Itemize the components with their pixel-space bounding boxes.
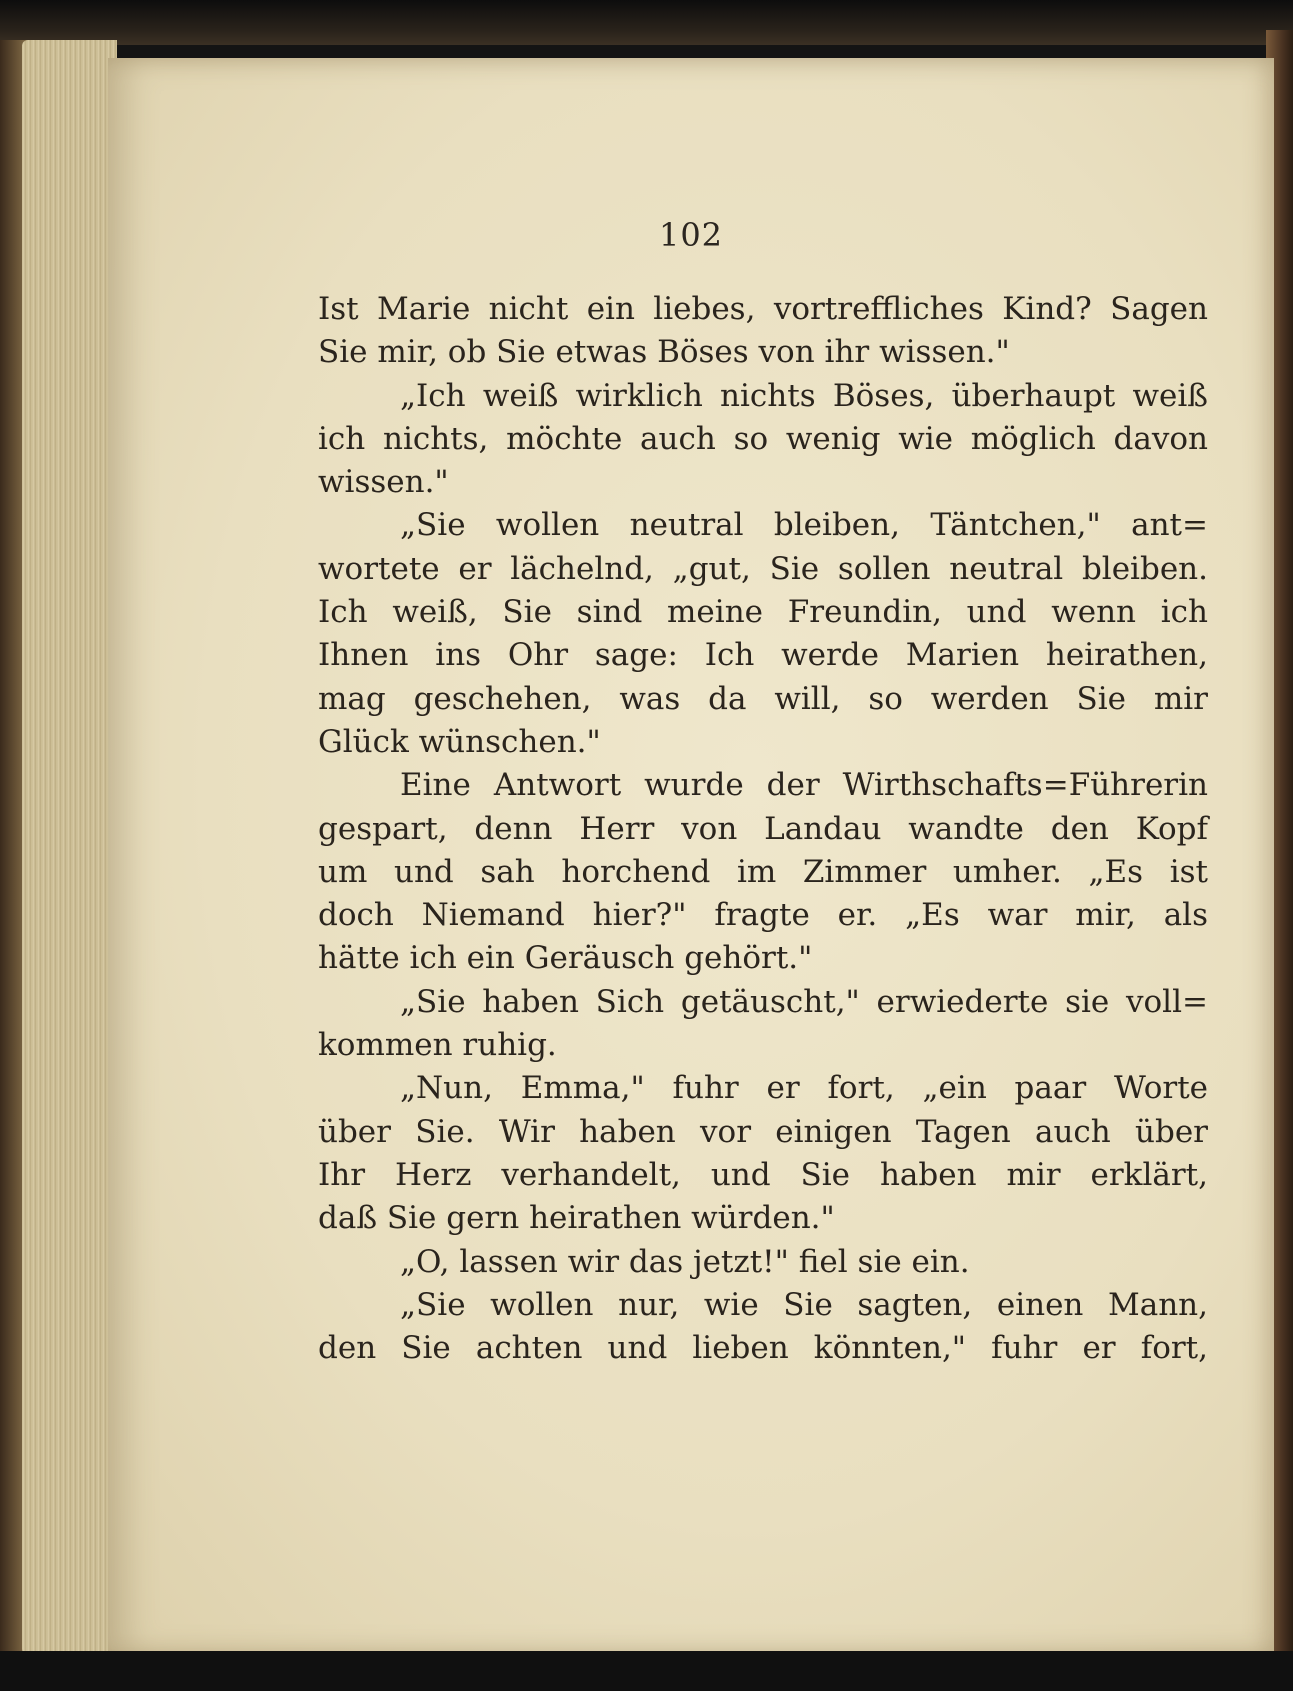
text-line: „Sie wollen nur, wie Sie sagten, einen Mann,: [400, 1286, 1208, 1323]
text-line: wortete er lächelnd, „gut, Sie sollen neutral bleiben.: [318, 550, 1208, 587]
text-line: daß Sie gern heirathen würden.": [318, 1200, 835, 1237]
text-line: Eine Antwort wurde der Wirthschafts=Führerin: [400, 767, 1208, 804]
text-block: [318, 288, 1208, 1370]
text-line: ich nichts, möchte auch so wenig wie möglich davon: [318, 420, 1208, 457]
text-line: „Ich weiß wirklich nichts Böses, überhaupt weiß: [400, 377, 1208, 414]
text-line: Sie mir, ob Sie etwas Böses von ihr wissen.": [318, 334, 1010, 371]
text-line: mag geschehen, was da will, so werden Sie mir: [318, 680, 1208, 717]
book-bottom-edge: [0, 1651, 1293, 1691]
text-line: doch Niemand hier?" fragte er. „Es war mir, als: [318, 897, 1208, 934]
text-line: „Sie haben Sich getäuscht," erwiederte sie voll=: [400, 983, 1208, 1020]
text-line: Ist Marie nicht ein liebes, vortreffliches Kind? Sagen: [318, 291, 1208, 327]
page-number: 102: [658, 216, 724, 254]
text-line: „Nun, Emma," fuhr er fort, „ein paar Worte: [400, 1070, 1208, 1107]
text-line: um und sah horchend im Zimmer umher. „Es ist: [318, 853, 1208, 890]
text-line: Ihnen ins Ohr sage: Ich werde Marien heirathen,: [318, 637, 1208, 674]
book-page: [108, 58, 1274, 1656]
text-line: Ich weiß, Sie sind meine Freundin, und wenn ich: [318, 594, 1208, 631]
text-line: „O, lassen wir das jetzt!" fiel sie ein.: [400, 1243, 970, 1280]
text-line: den Sie achten und lieben könnten," fuhr er fort,: [318, 1330, 1208, 1367]
text-line: gespart, denn Herr von Landau wandte den Kopf: [318, 810, 1208, 847]
book-top-edge: [0, 0, 1293, 45]
page-stack: [22, 40, 117, 1655]
text-line: über Sie. Wir haben vor einigen Tagen auch über: [318, 1113, 1208, 1150]
text-line: kommen ruhig.: [318, 1027, 557, 1064]
text-line: wissen.": [318, 464, 449, 501]
text-line: Glück wünschen.": [318, 723, 601, 760]
text-line: Ihr Herz verhandelt, und Sie haben mir erklärt,: [318, 1156, 1208, 1193]
text-line: „Sie wollen neutral bleiben, Täntchen," ant=: [400, 507, 1208, 544]
text-line: hätte ich ein Geräusch gehört.": [318, 940, 813, 977]
